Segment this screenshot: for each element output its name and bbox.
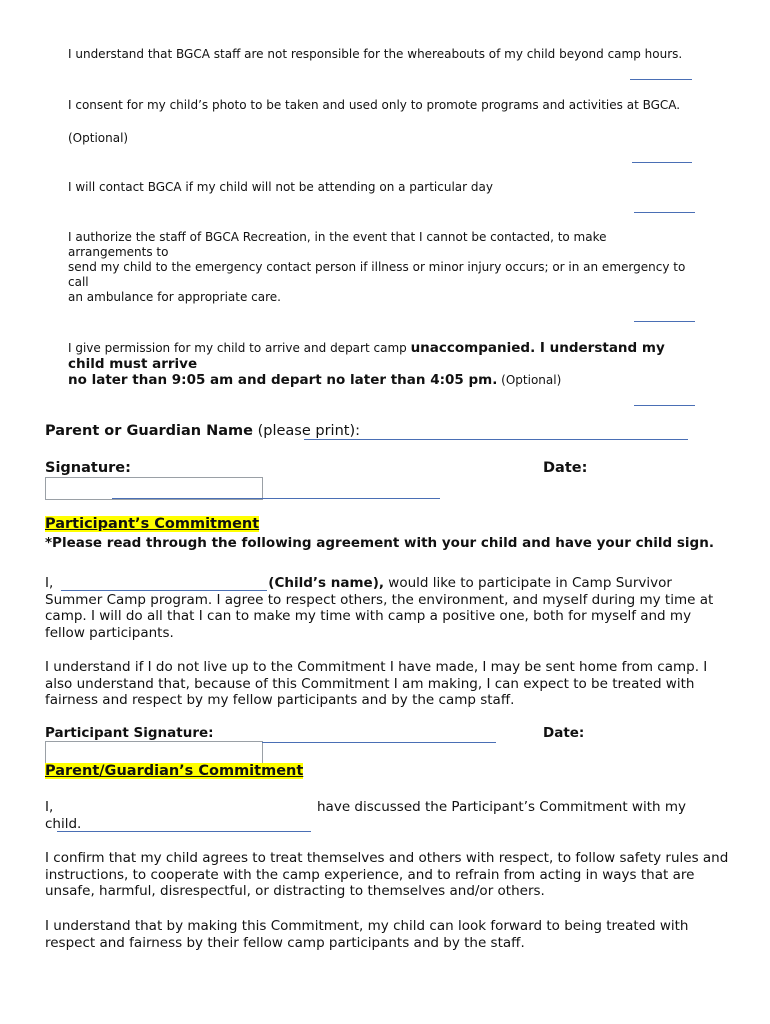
consent-authorize-line2: arrangements to — [68, 245, 169, 259]
consent-photo-text: I consent for my child’s photo to be taken and used only to promote programs and activities at BGCA. — [68, 98, 681, 112]
participant-commitment-heading: Participant’s Commitment — [45, 516, 260, 532]
parent-understand-text: I understand that by making this Commitment, my child can look forward to being treated with respect and fairness by their fellow camp participants and by the staff. — [45, 918, 689, 951]
participant-i-label: I, — [45, 575, 54, 591]
consent-contact-text: I will contact BGCA if my child will not be attending on a particular day — [68, 180, 493, 194]
participant-date-label: Date: — [543, 725, 585, 741]
initial-field-whereabouts[interactable] — [630, 79, 692, 80]
optional-note: (Optional) — [68, 131, 129, 145]
childs-name-label: (Child’s name), — [268, 575, 384, 591]
unaccompanied-text-d: child must arrive — [68, 356, 198, 372]
participant-signature-label: Participant Signature: — [45, 725, 214, 741]
unaccompanied-times: no later than 9:05 am and depart no later than 4:05 pm. — [68, 372, 498, 388]
guardian-name-field[interactable] — [304, 439, 688, 440]
signature-label: Signature: — [45, 460, 131, 476]
guardian-name-hint: (please print): — [253, 423, 361, 439]
consent-authorize-line4: call — [68, 275, 89, 289]
initial-field-authorize[interactable] — [634, 321, 695, 322]
unaccompanied-emphasis: unaccompanied — [410, 340, 531, 356]
guardian-name-row — [45, 423, 360, 439]
participant-commitment-body: would like to participate in Camp Survivor Summer Camp program. I agree to respect others, the environment, and myself during my time at camp. I will do all that I can to make my time with camp a positive one, both for myself and my fellow participants. — [45, 575, 714, 641]
parent-name-field[interactable] — [57, 831, 311, 832]
consent-whereabouts-text: I understand that BGCA staff are not responsible for the whereabouts of my child beyond camp hours. — [68, 47, 683, 61]
unaccompanied-optional: (Optional) — [497, 373, 562, 387]
parent-i-label: I, — [45, 799, 54, 815]
participant-signature-box[interactable] — [45, 741, 263, 764]
date-label: Date: — [543, 460, 588, 476]
consent-authorize-line5: an ambulance for appropriate care. — [68, 290, 281, 304]
participant-commitment-text — [45, 575, 730, 641]
guardian-name-label: Parent or Guardian Name — [45, 423, 253, 439]
parent-discussed-text: have discussed the Participant’s Commitment with my — [317, 799, 687, 815]
guardian-signature-box[interactable] — [45, 477, 263, 500]
initial-field-contact[interactable] — [634, 212, 695, 213]
participant-understanding-text: I understand if I do not live up to the Commitment I have made, I may be sent home from camp. I also understand that, because of this Commitment I am making, I can expect to be treated with fairness and respect by my fellow participants and by the camp staff. — [45, 659, 708, 708]
initial-field-unaccompanied[interactable] — [634, 405, 695, 406]
consent-authorize-line3: send my child to the emergency contact person if illness or minor injury occurs; or in an emergency to — [68, 260, 686, 274]
unaccompanied-text-a: I give permission for my child to arrive and depart camp — [68, 341, 411, 355]
participant-instruction: *Please read through the following agreement with your child and have your child sign. — [45, 535, 714, 551]
unaccompanied-text-c: . I understand my — [530, 340, 665, 356]
initial-field-photo[interactable] — [632, 162, 692, 163]
parent-commitment-heading: Parent/Guardian’s Commitment — [45, 763, 304, 779]
parent-child-text: child. — [45, 816, 82, 832]
guardian-signature-line[interactable] — [112, 498, 440, 499]
participant-signature-line[interactable] — [262, 742, 496, 743]
consent-unaccompanied — [68, 340, 708, 388]
parent-confirm-text: I confirm that my child agrees to treat themselves and others with respect, to follow safety rules and instructions, to cooperate with the camp experience, and to refrain from acting in ways that are unsafe, harmful, disrespectful, or distracting to themselves and/or others. — [45, 850, 729, 899]
childs-name-field[interactable] — [61, 590, 267, 591]
consent-authorize-line1: I authorize the staff of BGCA Recreation, in the event that I cannot be contacted, to make — [68, 230, 607, 244]
